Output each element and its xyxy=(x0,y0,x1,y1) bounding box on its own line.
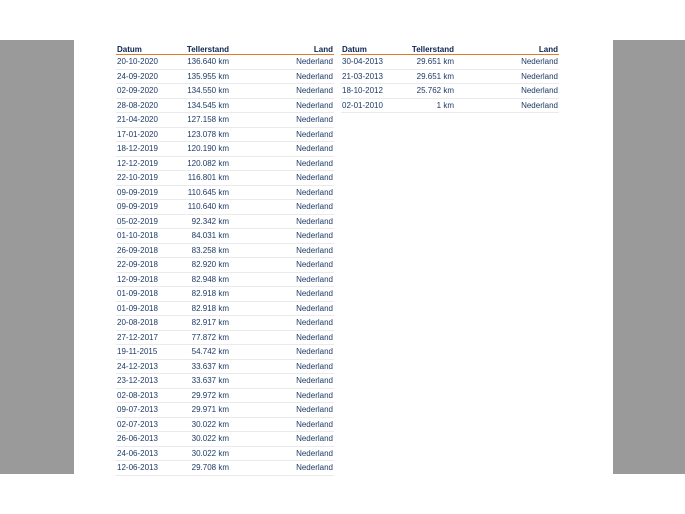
cell-odometer: 25.762 km xyxy=(401,84,455,99)
cell-country: Nederland xyxy=(230,403,334,418)
cell-date: 22-09-2018 xyxy=(116,258,176,273)
table-header-row xyxy=(341,40,559,55)
cell-country: Nederland xyxy=(230,345,334,360)
cell-date: 18-12-2019 xyxy=(116,142,176,157)
cell-odometer: 82.918 km xyxy=(176,301,230,316)
cell-date: 01-09-2018 xyxy=(116,301,176,316)
table-row xyxy=(116,229,334,244)
cell-date: 09-09-2019 xyxy=(116,200,176,215)
cell-country: Nederland xyxy=(230,432,334,447)
table-row xyxy=(116,185,334,200)
cell-odometer: 120.082 km xyxy=(176,156,230,171)
cell-date: 02-01-2010 xyxy=(341,98,401,113)
table-row xyxy=(116,113,334,128)
table-row xyxy=(116,330,334,345)
cell-odometer: 123.078 km xyxy=(176,127,230,142)
cell-country: Nederland xyxy=(230,55,334,70)
cell-country: Nederland xyxy=(230,301,334,316)
cell-date: 01-10-2018 xyxy=(116,229,176,244)
cell-date: 02-08-2013 xyxy=(116,388,176,403)
cell-odometer: 29.708 km xyxy=(176,461,230,476)
cell-odometer: 54.742 km xyxy=(176,345,230,360)
cell-date: 24-09-2020 xyxy=(116,69,176,84)
cell-date: 23-12-2013 xyxy=(116,374,176,389)
cell-country: Nederland xyxy=(230,156,334,171)
table-row xyxy=(116,272,334,287)
table-row xyxy=(116,98,334,113)
header-date: Datum xyxy=(341,40,401,55)
cell-odometer: 110.645 km xyxy=(176,185,230,200)
cell-country: Nederland xyxy=(230,374,334,389)
cell-odometer: 33.637 km xyxy=(176,374,230,389)
table-row xyxy=(116,301,334,316)
cell-date: 20-08-2018 xyxy=(116,316,176,331)
cell-date: 28-08-2020 xyxy=(116,98,176,113)
cell-country: Nederland xyxy=(230,200,334,215)
document-page xyxy=(74,40,613,474)
cell-date: 01-09-2018 xyxy=(116,287,176,302)
cell-odometer: 92.342 km xyxy=(176,214,230,229)
cell-odometer: 77.872 km xyxy=(176,330,230,345)
table-row xyxy=(116,374,334,389)
cell-date: 05-02-2019 xyxy=(116,214,176,229)
cell-odometer: 83.258 km xyxy=(176,243,230,258)
cell-date: 21-04-2020 xyxy=(116,113,176,128)
table-row xyxy=(116,345,334,360)
table-row xyxy=(116,84,334,99)
cell-odometer: 134.550 km xyxy=(176,84,230,99)
table-row xyxy=(341,69,559,84)
table-row xyxy=(341,98,559,113)
cell-date: 26-06-2013 xyxy=(116,432,176,447)
cell-odometer: 33.637 km xyxy=(176,359,230,374)
cell-odometer: 82.948 km xyxy=(176,272,230,287)
cell-odometer: 84.031 km xyxy=(176,229,230,244)
table-row xyxy=(116,243,334,258)
cell-country: Nederland xyxy=(230,185,334,200)
cell-country: Nederland xyxy=(455,69,559,84)
table-row xyxy=(116,461,334,476)
cell-country: Nederland xyxy=(230,214,334,229)
table-row xyxy=(341,84,559,99)
cell-odometer: 29.651 km xyxy=(401,69,455,84)
cell-country: Nederland xyxy=(230,127,334,142)
cell-date: 12-06-2013 xyxy=(116,461,176,476)
cell-country: Nederland xyxy=(230,446,334,461)
header-odometer: Tellerstand xyxy=(401,40,455,55)
cell-odometer: 110.640 km xyxy=(176,200,230,215)
cell-date: 21-03-2013 xyxy=(341,69,401,84)
cell-country: Nederland xyxy=(230,461,334,476)
table-row xyxy=(116,156,334,171)
table-row xyxy=(116,388,334,403)
table-row xyxy=(116,69,334,84)
cell-odometer: 135.955 km xyxy=(176,69,230,84)
table-row xyxy=(116,359,334,374)
table-header-row xyxy=(116,40,334,55)
table-row xyxy=(116,417,334,432)
table-row xyxy=(116,316,334,331)
table-row xyxy=(116,55,334,70)
cell-country: Nederland xyxy=(230,229,334,244)
cell-odometer: 29.651 km xyxy=(401,55,455,70)
cell-odometer: 30.022 km xyxy=(176,417,230,432)
cell-date: 20-10-2020 xyxy=(116,55,176,70)
table-row xyxy=(116,287,334,302)
cell-odometer: 29.972 km xyxy=(176,388,230,403)
table-row xyxy=(116,258,334,273)
cell-country: Nederland xyxy=(230,272,334,287)
odometer-table-right xyxy=(341,40,559,113)
cell-country: Nederland xyxy=(230,142,334,157)
cell-country: Nederland xyxy=(230,388,334,403)
header-country: Land xyxy=(455,40,559,55)
right-gray-margin xyxy=(613,40,685,474)
cell-country: Nederland xyxy=(230,316,334,331)
cell-odometer: 127.158 km xyxy=(176,113,230,128)
cell-country: Nederland xyxy=(230,113,334,128)
cell-date: 09-09-2019 xyxy=(116,185,176,200)
cell-odometer: 82.918 km xyxy=(176,287,230,302)
header-odometer: Tellerstand xyxy=(176,40,230,55)
cell-date: 24-12-2013 xyxy=(116,359,176,374)
cell-country: Nederland xyxy=(230,287,334,302)
cell-country: Nederland xyxy=(230,171,334,186)
table-row xyxy=(116,214,334,229)
cell-country: Nederland xyxy=(230,243,334,258)
cell-date: 02-07-2013 xyxy=(116,417,176,432)
cell-country: Nederland xyxy=(230,98,334,113)
cell-odometer: 30.022 km xyxy=(176,432,230,447)
cell-odometer: 120.190 km xyxy=(176,142,230,157)
cell-country: Nederland xyxy=(230,417,334,432)
header-country: Land xyxy=(230,40,334,55)
table-row xyxy=(116,200,334,215)
cell-date: 09-07-2013 xyxy=(116,403,176,418)
cell-date: 02-09-2020 xyxy=(116,84,176,99)
cell-odometer: 1 km xyxy=(401,98,455,113)
cell-country: Nederland xyxy=(230,84,334,99)
cell-date: 17-01-2020 xyxy=(116,127,176,142)
cell-country: Nederland xyxy=(230,330,334,345)
cell-country: Nederland xyxy=(455,84,559,99)
cell-date: 18-10-2012 xyxy=(341,84,401,99)
cell-country: Nederland xyxy=(455,98,559,113)
cell-date: 24-06-2013 xyxy=(116,446,176,461)
table-row xyxy=(116,127,334,142)
cell-odometer: 82.920 km xyxy=(176,258,230,273)
table-row xyxy=(116,171,334,186)
cell-odometer: 30.022 km xyxy=(176,446,230,461)
cell-date: 26-09-2018 xyxy=(116,243,176,258)
cell-odometer: 29.971 km xyxy=(176,403,230,418)
cell-date: 19-11-2015 xyxy=(116,345,176,360)
cell-date: 27-12-2017 xyxy=(116,330,176,345)
cell-odometer: 82.917 km xyxy=(176,316,230,331)
cell-country: Nederland xyxy=(455,55,559,70)
table-row xyxy=(116,403,334,418)
cell-country: Nederland xyxy=(230,359,334,374)
cell-odometer: 134.545 km xyxy=(176,98,230,113)
header-date: Datum xyxy=(116,40,176,55)
cell-date: 30-04-2013 xyxy=(341,55,401,70)
odometer-table-left xyxy=(116,40,334,476)
cell-country: Nederland xyxy=(230,258,334,273)
cell-country: Nederland xyxy=(230,69,334,84)
cell-date: 12-12-2019 xyxy=(116,156,176,171)
cell-date: 22-10-2019 xyxy=(116,171,176,186)
left-gray-margin xyxy=(0,40,74,474)
table-row xyxy=(116,142,334,157)
table-row xyxy=(341,55,559,70)
cell-odometer: 136.640 km xyxy=(176,55,230,70)
table-row xyxy=(116,432,334,447)
cell-odometer: 116.801 km xyxy=(176,171,230,186)
cell-date: 12-09-2018 xyxy=(116,272,176,287)
table-row xyxy=(116,446,334,461)
